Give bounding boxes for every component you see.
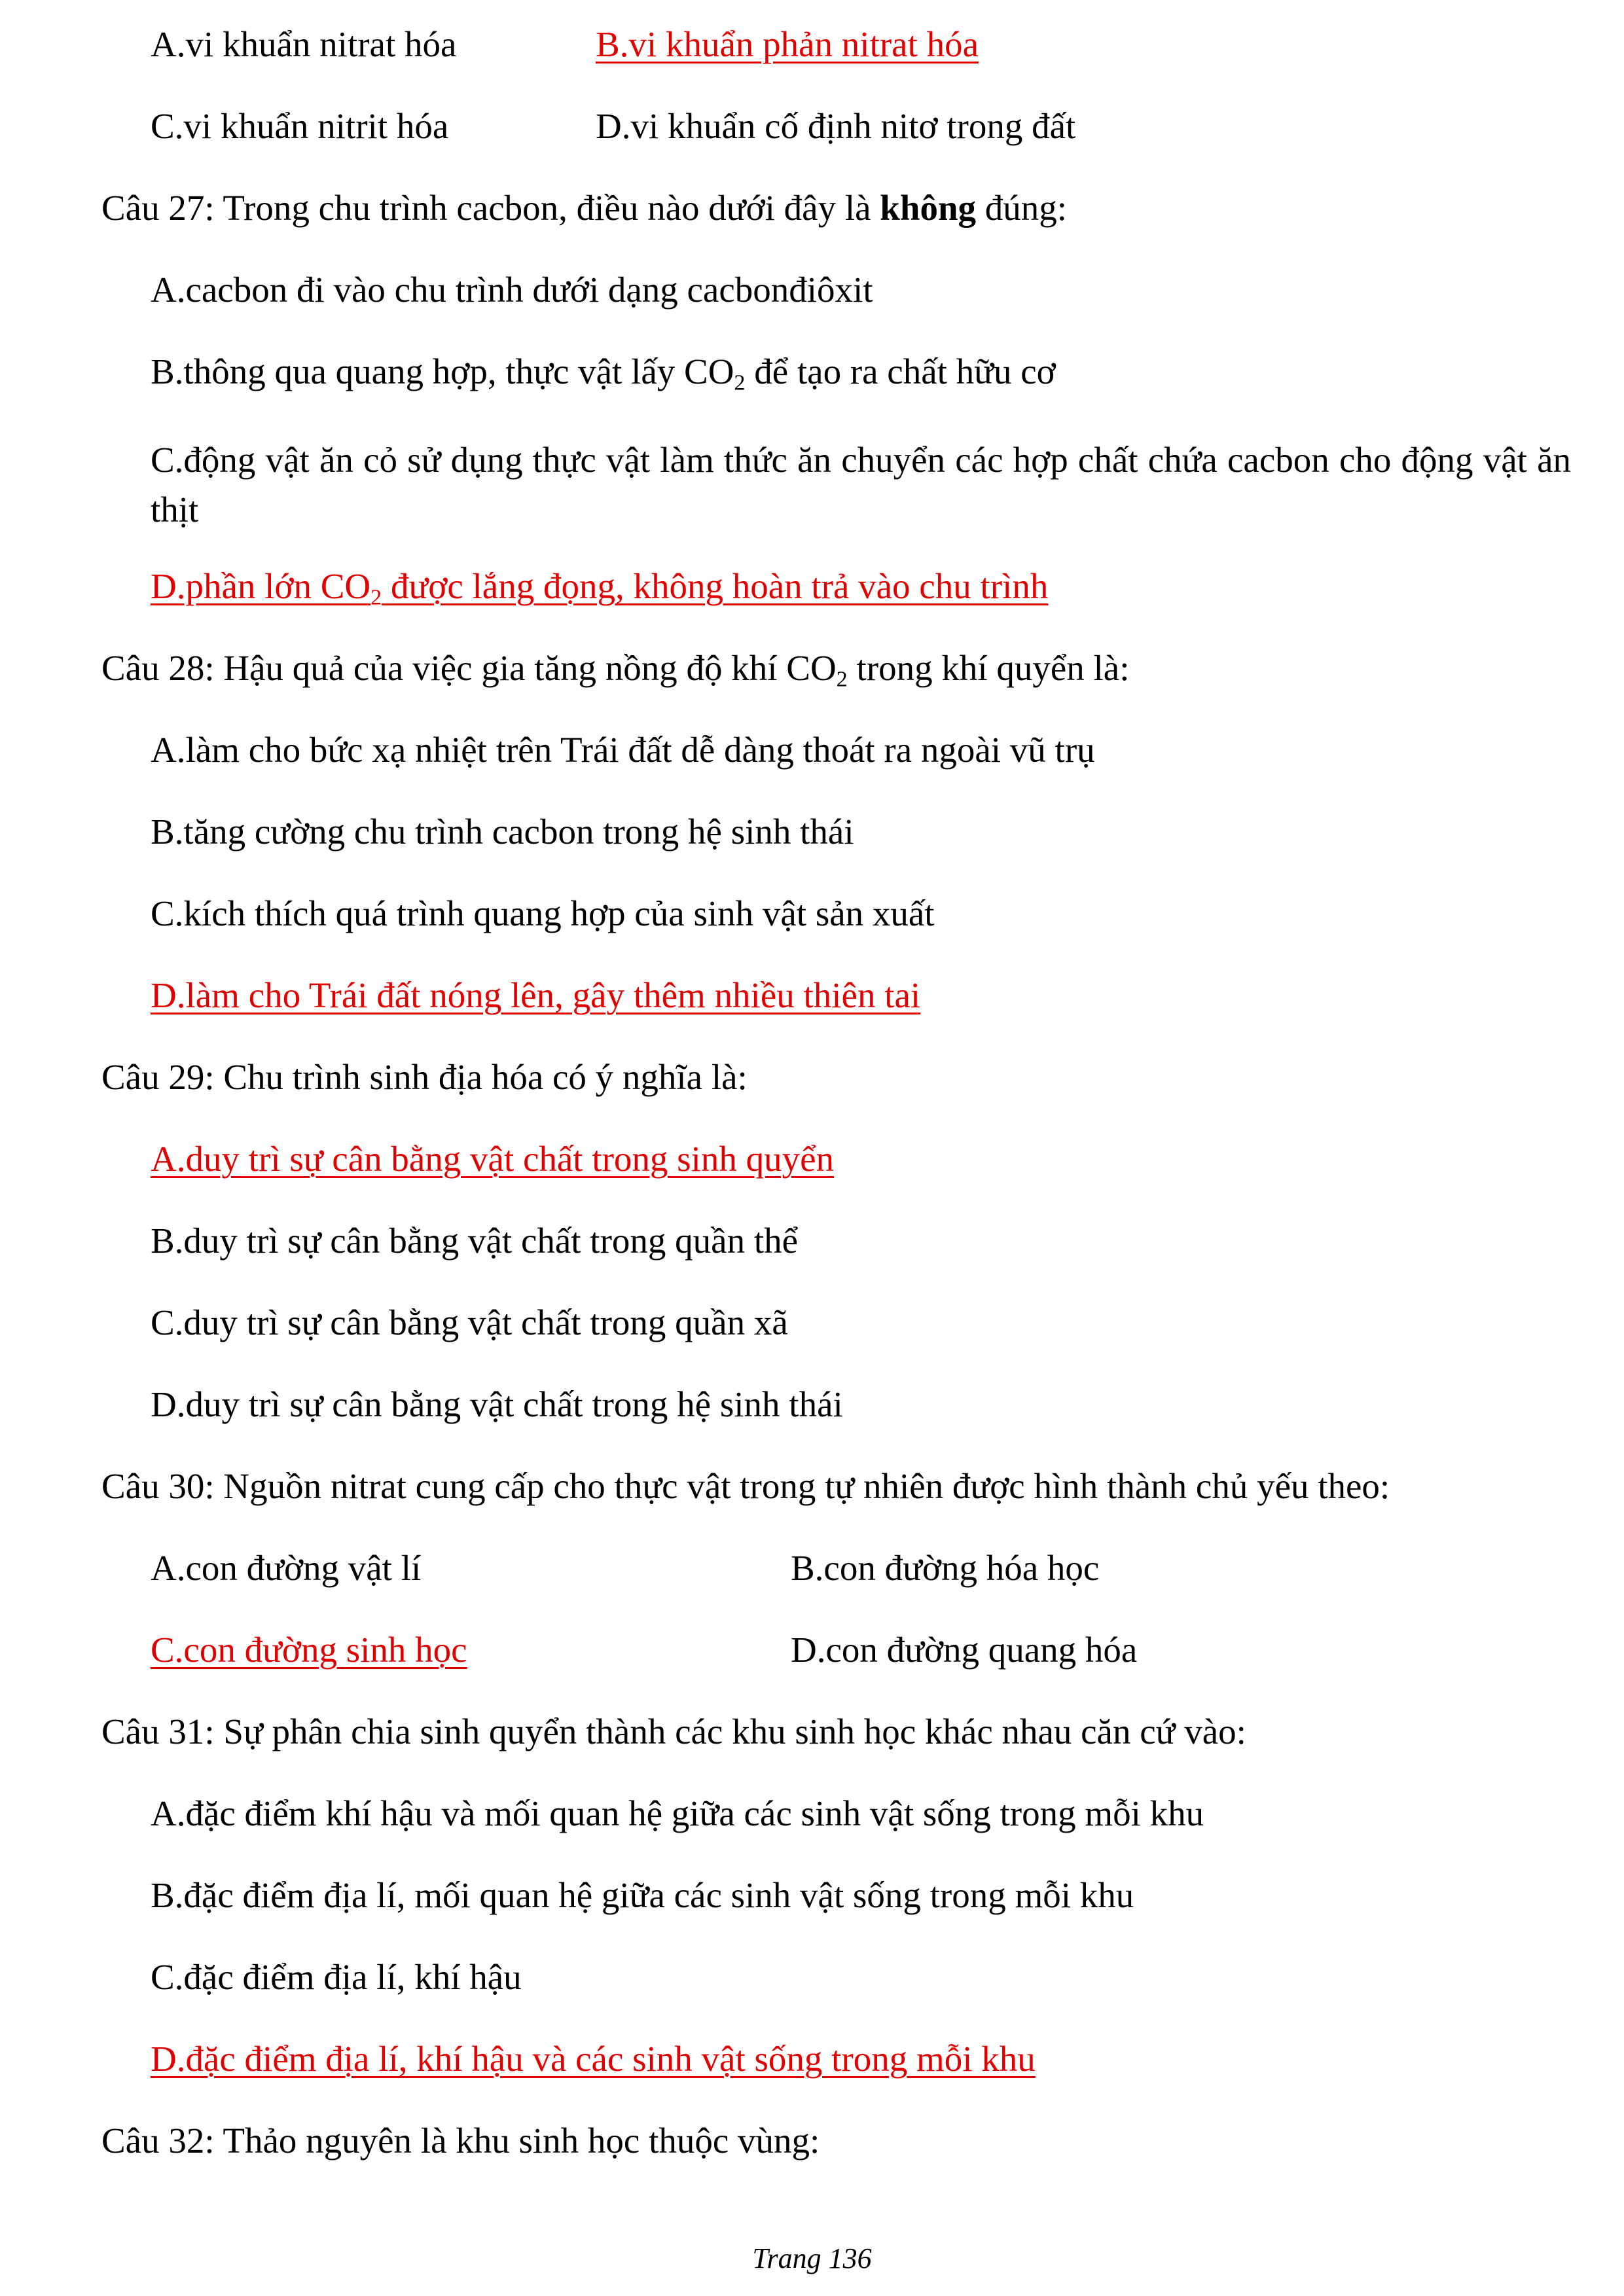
q28-option-c: C.kích thích quá trình quang hợp của sinh vật sản xuất bbox=[151, 893, 935, 933]
q29-option-a-correct: A.duy trì sự cân bằng vật chất trong sinh quyển bbox=[151, 1139, 835, 1179]
q27-option-c: C.động vật ăn cỏ sử dụng thực vật làm thức ăn chuyển các hợp chất chứa cacbon cho động vật ăn thịt bbox=[151, 440, 1571, 529]
q29-option-d: D.duy trì sự cân bằng vật chất trong hệ sinh thái bbox=[151, 1384, 843, 1424]
question-29: Câu 29: Chu trình sinh địa hóa có ý nghĩa là: bbox=[101, 1057, 748, 1097]
q28-option-b: B.tăng cường chu trình cacbon trong hệ sinh thái bbox=[151, 812, 854, 852]
q29-option-c: C.duy trì sự cân bằng vật chất trong quần xã bbox=[151, 1302, 788, 1342]
q27-option-d-correct: D.phần lớn $CO_2$ được lắng đọng, không hoàn trả vào chu trình bbox=[151, 566, 1049, 610]
option-d: D.vi khuẩn cố định nitơ trong đất bbox=[596, 106, 1076, 146]
q31-option-d-correct: D.đặc điểm địa lí, khí hậu và các sinh vật sống trong mỗi khu bbox=[151, 2039, 1036, 2079]
option-a: A.vi khuẩn nitrat hóa bbox=[151, 24, 457, 64]
option-c: C.vi khuẩn nitrit hóa bbox=[151, 106, 449, 146]
q31-option-a: A.đặc điểm khí hậu và mối quan hệ giữa các sinh vật sống trong mỗi khu bbox=[151, 1793, 1204, 1833]
q31-option-c: C.đặc điểm địa lí, khí hậu bbox=[151, 1957, 522, 1997]
q27-option-b: B.thông qua quang hợp, thực vật lấy $CO_2$ để tạo ra chất hữu cơ bbox=[151, 351, 1056, 395]
question-32: Câu 32: Thảo nguyên là khu sinh học thuộc vùng: bbox=[101, 2121, 820, 2161]
q30-option-a: A.con đường vật lí bbox=[151, 1548, 422, 1588]
q30-option-b: B.con đường hóa học bbox=[791, 1548, 1100, 1588]
question-28: Câu 28: Hậu quả của việc gia tăng nồng độ khí $CO_2$ trong khí quyển là: bbox=[101, 648, 1130, 692]
option-b-correct: B.vi khuẩn phản nitrat hóa bbox=[596, 24, 979, 64]
q31-option-b: B.đặc điểm địa lí, mối quan hệ giữa các sinh vật sống trong mỗi khu bbox=[151, 1875, 1134, 1915]
page-number: Trang 136 bbox=[752, 2242, 872, 2274]
q28-option-a: A.làm cho bức xạ nhiệt trên Trái đất dễ dàng thoát ra ngoài vũ trụ bbox=[151, 730, 1095, 770]
question-27: Câu 27: Trong chu trình cacbon, điều nào dưới đây là không đúng: bbox=[101, 188, 1068, 228]
question-31: Câu 31: Sự phân chia sinh quyển thành các khu sinh học khác nhau căn cứ vào: bbox=[101, 1712, 1246, 1751]
q30-option-d: D.con đường quang hóa bbox=[791, 1630, 1138, 1670]
q27-option-a: A.cacbon đi vào chu trình dưới dạng cacbonđiôxit bbox=[151, 270, 873, 310]
q29-option-b: B.duy trì sự cân bằng vật chất trong quần thể bbox=[151, 1221, 799, 1261]
q30-option-c-correct: C.con đường sinh học bbox=[151, 1630, 467, 1670]
q28-option-d-correct: D.làm cho Trái đất nóng lên, gây thêm nhiều thiên tai bbox=[151, 975, 921, 1015]
question-30: Câu 30: Nguồn nitrat cung cấp cho thực vật trong tự nhiên được hình thành chủ yếu theo: bbox=[101, 1466, 1390, 1506]
